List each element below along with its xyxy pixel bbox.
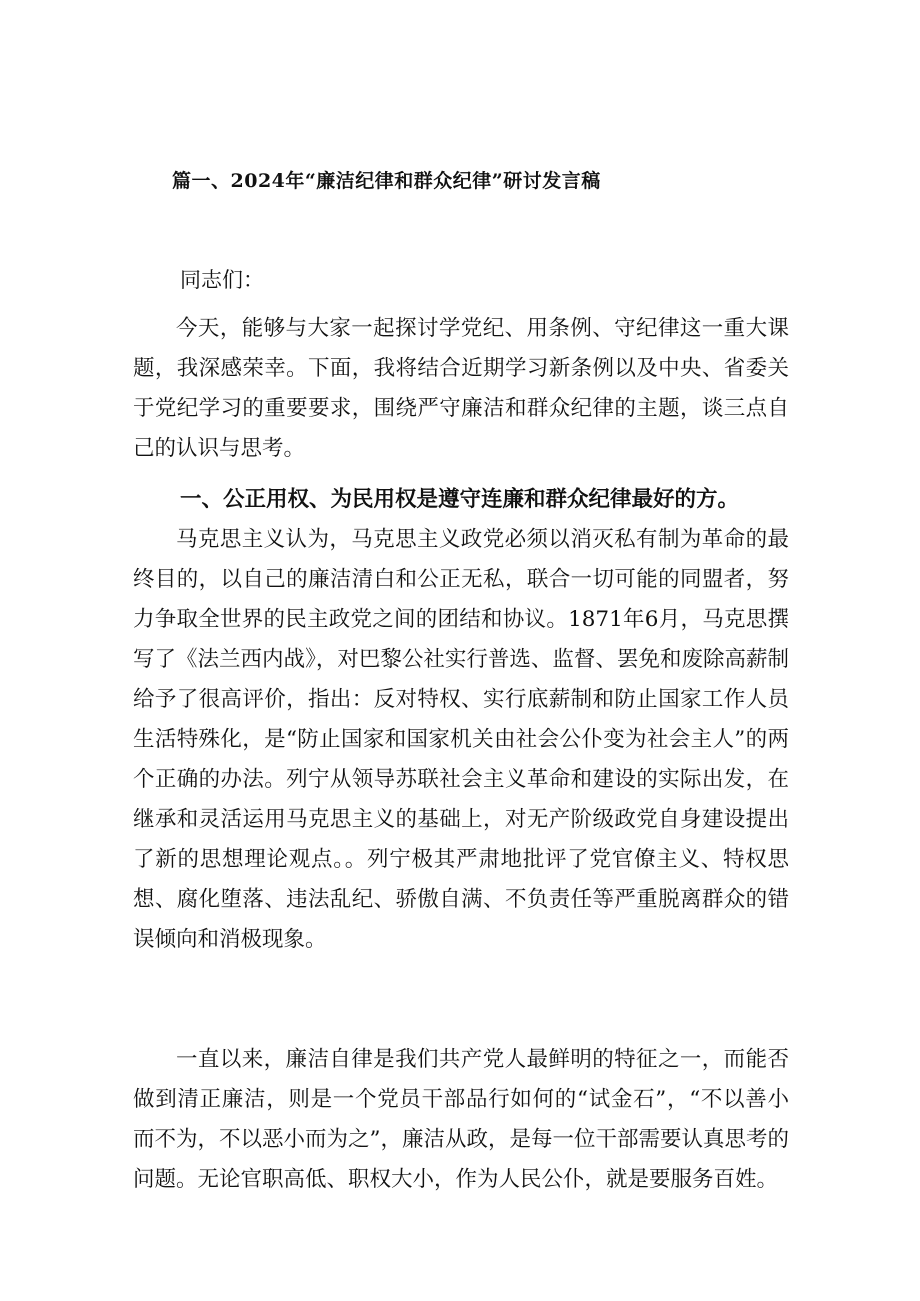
paragraph-intro: 今天，能够与大家一起探讨学党纪、用条例、守纪律这一重大课题，我深感荣幸。下面，我将结合近期学习新条例以及中央、省委关于党纪学习的重要要求，围绕严守廉洁和群众纪律的主题，谈三点自己的认识与思考。 bbox=[133, 316, 789, 461]
paragraph-integrity: 一直以来，廉洁自律是我们共产党人最鲜明的特征之一，而能否做到清正廉洁，则是一个党员干部品行如何的“试金石”，“不以善小而不为，不以恶小而为之”，廉洁从政，是每一位干部需要认真思考的问题。无论官职高低、职权大小，作为人民公仆，就是要服务百姓。 bbox=[133, 1047, 789, 1192]
document-title: 篇一、2024年“廉洁纪律和群众纪律”研讨发言稿 bbox=[172, 170, 601, 192]
paragraph-marx: 马克思主义认为，马克思主义政党必须以消灭私有制为革命的最终目的，以自己的廉洁清白和公正无私，联合一切可能的同盟者，努力争取全世界的民主政党之间的团结和协议。1871年6月，马克思撰写了《法兰西内战》，对巴黎公社实行普选、监督、罢免和废除高薪制给予了很高评价，指出：反对特权、实行底薪制和防止国家工作人员生活特殊化，是“防止国家和国家机关由社会公仆变为社会主人”的两个正确的办法。列宁从领导苏联社会主义革命和建设的实际出发，在继承和灵活运用马克思主义的基础上，对无产阶级政党自身建设提出了新的思想理论观点。。列宁极其严肃地批评了党官僚主义、特权思想、腐化堕落、违法乱纪、骄傲自满、不负责任等严重脱离群众的错误倾向和消极现象。 bbox=[133, 527, 789, 952]
section-heading-1: 一、公正用权、为民用权是遵守连廉和群众纪律最好的方。 bbox=[180, 487, 740, 512]
salutation: 同志们： bbox=[180, 268, 264, 292]
